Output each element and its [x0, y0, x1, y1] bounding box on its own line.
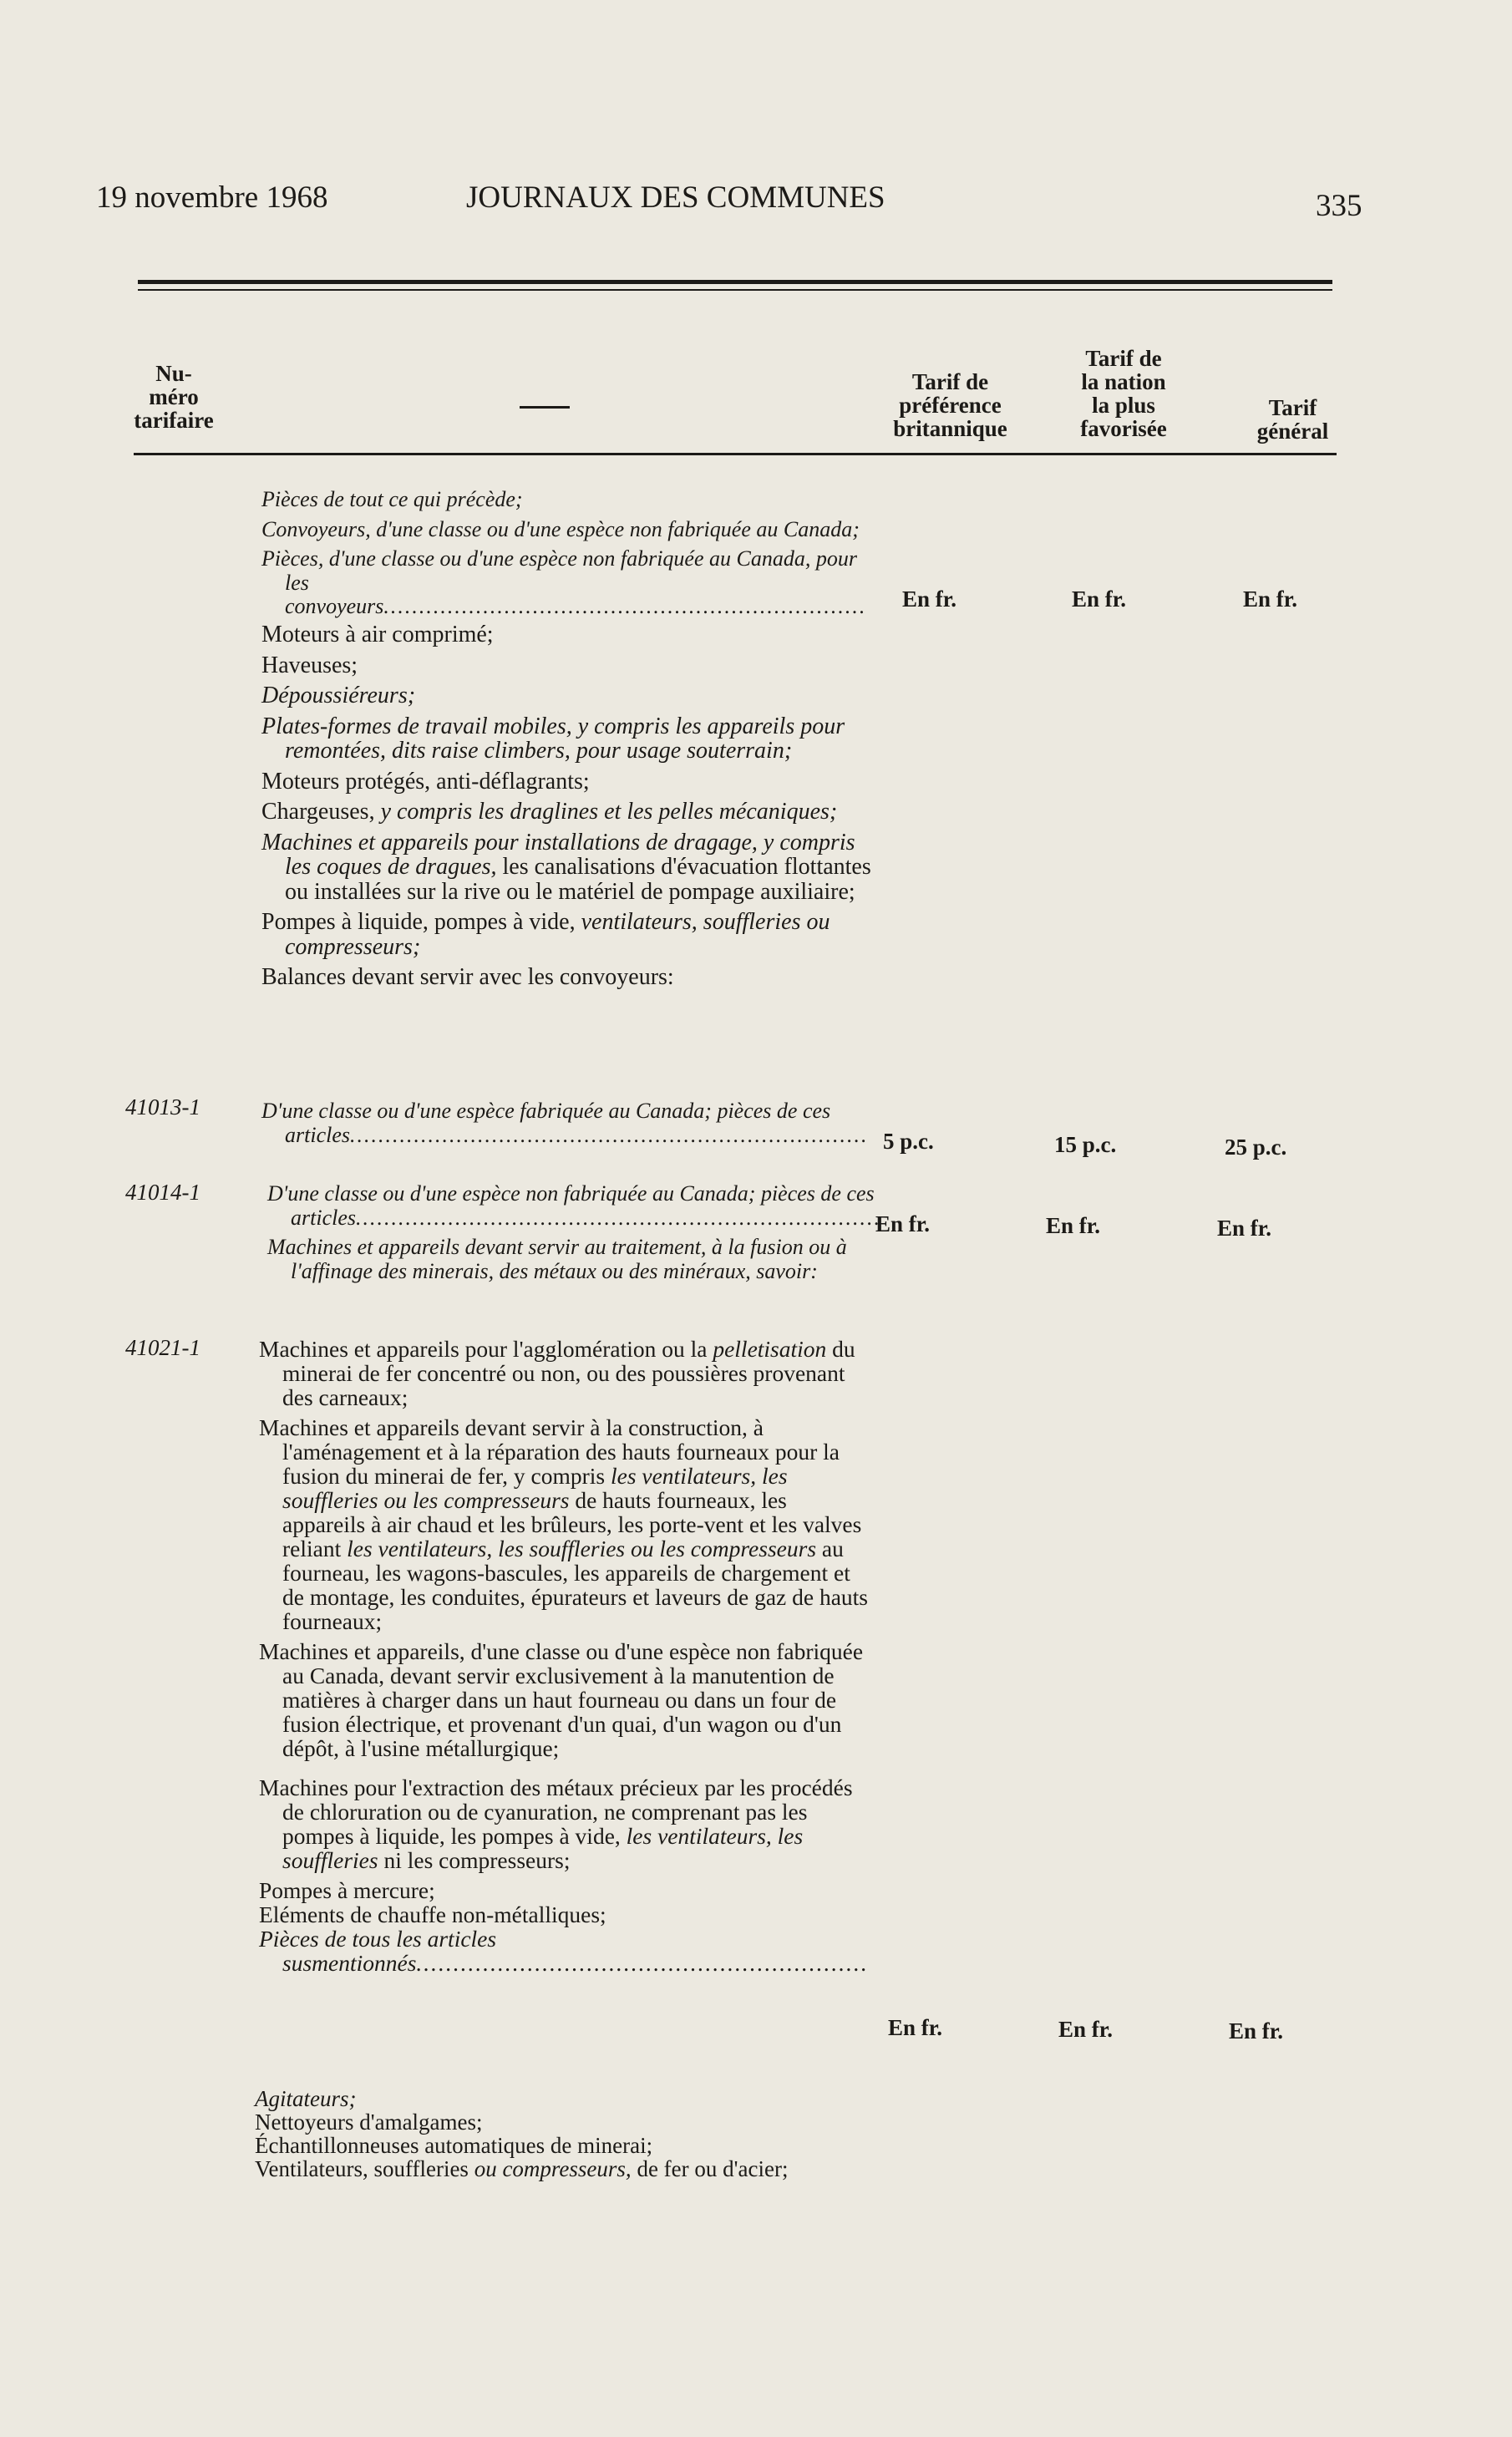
item-41014: [267, 1182, 885, 1289]
description-line: Pièces de tout ce qui précède;: [261, 487, 523, 511]
column-numero: Nu- méro tarifaire: [134, 361, 214, 433]
description-line: Pompes à mercure;: [259, 1877, 435, 1903]
description-line: Convoyeurs, d'une classe ou d'une espèce non fabriquée au Canada;: [261, 516, 860, 541]
block-amalgames: [255, 2087, 873, 2181]
description-line: Pièces, d'une classe ou d'une espèce non fabriquée au Canada, pour les convoyeurs....................................................................: [261, 546, 867, 618]
description-line: Moteurs protégés, anti-déflagrants;: [261, 768, 590, 795]
description-line: Nettoyeurs d'amalgames;: [255, 2110, 483, 2135]
rate-nation: 15 p.c.: [1054, 1132, 1117, 1157]
column-britannique: Tarif de préférence britannique: [893, 369, 1007, 441]
column-general: Tarif général: [1256, 395, 1329, 444]
rate-general: 25 p.c.: [1225, 1135, 1287, 1160]
description-line: Balances devant servir avec les convoyeurs:: [261, 964, 674, 990]
description-line: Machines et appareils pour installations de dragage, y compris les coques de dragues, les canalisations d'évacuation flottantes ou installées sur la rive ou le matériel de pompage auxiliaire;: [261, 829, 871, 905]
top-rule-thick: [138, 280, 1332, 284]
description-line: Machines et appareils devant servir au traitement, à la fusion ou à l'affinage des minerais, des métaux ou des minéraux, savoir:: [267, 1235, 847, 1283]
tarif-number: 41021-1: [125, 1335, 200, 1360]
tarif-number: 41014-1: [125, 1180, 200, 1205]
rate-britannique: 5 p.c.: [883, 1129, 934, 1154]
header-title: JOURNAUX DES COMMUNES: [466, 180, 885, 215]
description-line: Dépoussiéreurs;: [261, 683, 416, 708]
description-line: Chargeuses, y compris les draglines et les pelles mécaniques;: [261, 799, 838, 825]
rate-britannique: En fr.: [888, 2015, 943, 2040]
description-line: Ventilateurs, souffleries ou compresseurs, de fer ou d'acier;: [255, 2156, 789, 2181]
rate-general: En fr.: [1217, 1216, 1272, 1241]
description-line: Machines et appareils pour l'agglomération ou la pelletisation du minerai de fer concentré ou non, ou des poussières provenant des carneaux;: [259, 1336, 855, 1410]
description-line: D'une classe ou d'une espèce fabriquée au Canada; pièces de ces articles.........................................................................: [261, 1099, 869, 1147]
rate-general: En fr.: [1243, 586, 1298, 612]
rate-britannique: En fr.: [902, 586, 957, 612]
description-line: Pompes à liquide, pompes à vide, ventilateurs, souffleries ou compresseurs;: [261, 909, 830, 960]
rate-general: En fr.: [1229, 2018, 1284, 2044]
heading-rule: [134, 453, 1337, 455]
dot-leader: .............................................................: [416, 1950, 869, 1976]
description-line: Machines pour l'extraction des métaux précieux par les procédés de chloruration ou de cyanuration, ne comprenant pas les pompes à liquide, les pompes à vide, les ventilateurs, les souffleries ni les compresseurs;: [259, 1774, 853, 1873]
item-41021: [259, 1337, 873, 1975]
description-line: Haveuses;: [261, 652, 358, 678]
top-rule-thin: [138, 289, 1332, 291]
description-line: Échantillonneuses automatiques de minerai;: [255, 2133, 653, 2158]
description-line: Machines et appareils, d'une classe ou d'une espèce non fabriquée au Canada, devant servir exclusivement à la manutention de matières à charger dans un haut fourneau ou dans un four de fusion électrique, et provenant d'un quai, d'un wagon ou d'un dépôt, à l'usine métallurgique;: [259, 1638, 864, 1761]
tarif-number: 41013-1: [125, 1094, 200, 1119]
item-41013: [261, 1099, 871, 1153]
rate-nation: En fr.: [1072, 586, 1127, 612]
description-line: Eléments de chauffe non-métalliques;: [259, 1901, 606, 1927]
block-machines-mines: [261, 622, 871, 996]
header-date: 19 novembre 1968: [96, 180, 328, 215]
column-nation: Tarif de la nation la plus favorisée: [1080, 346, 1167, 441]
description-line: Pièces de tous les articles susmentionnés.............................................................: [259, 1926, 869, 1976]
description-line: Plates-formes de travail mobiles, y compris les appareils pour remontées, dits raise climbers, pour usage souterrain;: [261, 713, 845, 764]
column-description-dash: [520, 406, 570, 409]
block-convoyeurs: [261, 488, 871, 619]
description-line: Agitateurs;: [255, 2086, 357, 2111]
description-line: Moteurs à air comprimé;: [261, 622, 494, 647]
page-number: 335: [1316, 189, 1362, 223]
description-line: Machines et appareils devant servir à la construction, à l'aménagement et à la réparation des hauts fourneaux pour la fusion du minerai de fer, y compris les ventilateurs, les souffleries ou les compresseurs de hauts fourneaux, les appareils à air chaud et les brûleurs, les porte-vent et les valves reliant les ventilateurs, les souffleries ou les compresseurs au fourneau, les wagons-bascules, les appareils de chargement et de montage, les conduites, épurateurs et laveurs de gaz de hauts fourneaux;: [259, 1414, 868, 1634]
dot-leader: .........................................................................: [350, 1122, 869, 1147]
description-line: D'une classe ou d'une espèce non fabriquée au Canada; pièces de ces articles..........................................................................: [267, 1181, 881, 1230]
rate-nation: En fr.: [1058, 2017, 1114, 2042]
dot-leader: ....................................................................: [383, 594, 867, 618]
rate-britannique: En fr.: [875, 1211, 931, 1236]
dot-leader: ..........................................................................: [356, 1205, 881, 1230]
rate-nation: En fr.: [1046, 1213, 1101, 1238]
